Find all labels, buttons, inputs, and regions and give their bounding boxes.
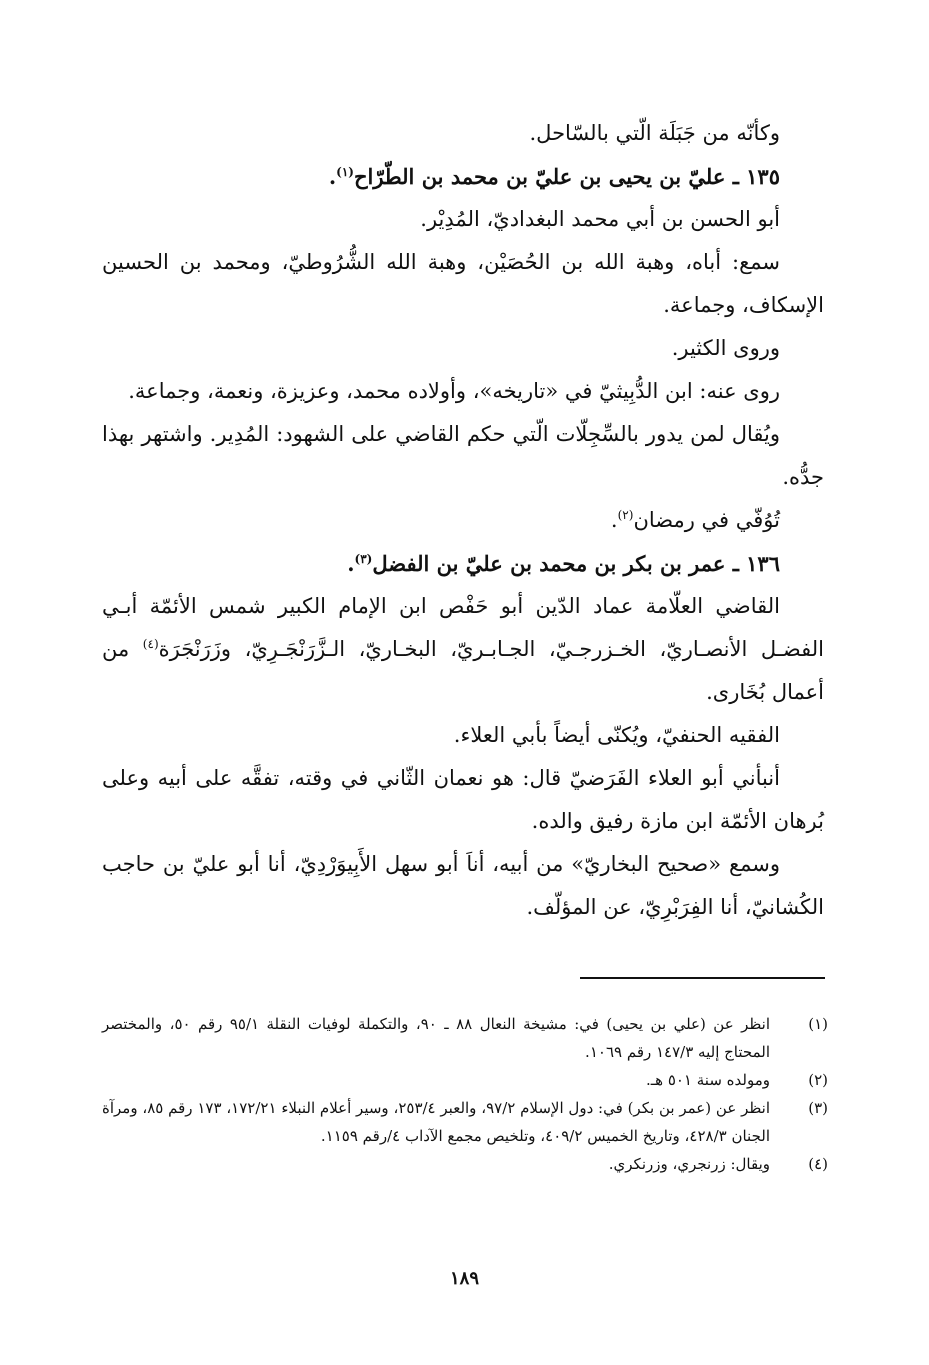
footnote-text: ومولده سنة ٥٠١ هـ. — [645, 1071, 770, 1089]
page-number: ١٨٩ — [449, 1268, 479, 1289]
paragraph-text: من أعمال بُخَارى. — [102, 637, 824, 704]
footnote — [102, 1066, 828, 1094]
paragraph: وسمع «صحيح البخاريّ» من أبيه، أناَ أبو سهل الأَبِيوَرْدِيّ، أنا أبو عليّ بن حاجب الكُشانيّ، أنا الفِرَبْرِيّ، عن المؤلّف. — [102, 852, 824, 919]
entry-heading-text: ١٣٦ ـ عمر بن بكر بن محمد بن عليّ بن الفضل — [372, 551, 780, 576]
punctuation: . — [347, 551, 355, 576]
footnote-number: (١) — [808, 1015, 828, 1033]
paragraph: ويُقال لمن يدور بالسِّجِلّات الّتي حكم القاضي على الشهود: المُدِير. واشتهر بهذا جدُّه. — [102, 422, 824, 489]
footnote — [102, 1010, 828, 1066]
footnote-text: انظر عن (عمر بن بكر) في: دول الإسلام ٩٧/٢، والعبر ٢٥٣/٤، وسير أعلام النبلاء ١٧٢/٢١، ١٧٣ رقم ٨٥، ومرآة الجنان ٤٢٨/٣، وتاريخ الخميس ٤٠٩/٢، وتلخيص مجمع الآداب ٤/رقم ١١٥٩. — [102, 1099, 770, 1145]
punctuation: . — [610, 508, 618, 532]
footnote-text: انظر عن (علي بن يحيى) في: مشيخة النعال ٨٨ ـ ٩٠، والتكملة لوفيات النقلة ٩٥/١ رقم ٥٠، والمختصر المحتاج إليه ١٤٧/٣ رقم ١٠٦٩. — [102, 1015, 771, 1061]
footnote-number: (٣) — [808, 1099, 828, 1117]
paragraph: وكأنّه من جَبَلَة الّتي بالسّاحل. — [529, 121, 780, 145]
paragraph: سمع: أباه، وهبة الله بن الحُصَيْن، وهبة الله الشُّرُوطيّ، ومحمد بن الحسين الإسكاف، وجماعة. — [102, 250, 824, 317]
punctuation: . — [328, 164, 337, 189]
footnote — [102, 1094, 828, 1150]
footnote-ref: (٣) — [354, 552, 373, 566]
paragraph — [102, 585, 824, 714]
footnote-number: (٤) — [808, 1155, 828, 1173]
footnote-ref: (٤) — [142, 637, 159, 651]
footnote — [102, 1150, 828, 1178]
death-note-paragraph — [102, 499, 824, 542]
footnote-ref: (١) — [336, 165, 354, 179]
footnote-number: (٢) — [808, 1071, 828, 1089]
paragraph: أنبأني أبو العلاء الفَرَضيّ قال: هو نعمان الثّاني في وقته، تفقَّه على أبيه وعلى بُرهان الأئمّة ابن مازة رفيق والده. — [102, 766, 824, 833]
footnote-separator — [580, 977, 825, 979]
entry-heading-135 — [102, 155, 824, 198]
footnotes-block — [102, 1010, 828, 1178]
paragraph-text: تُوُفّي في رمضان — [633, 508, 780, 532]
main-text-block — [102, 112, 824, 929]
paragraph: أبو الحسن بن أبي محمد البغداديّ، المُدِيْر. — [420, 207, 780, 231]
paragraph-text: القاضي العلّامة عماد الدّين أبو حَفْص ابن الإمام الكبير شمس الأئمّة أبـي الفضـل الأنصـاريّ، الخـزرجـيّ، الجـابـريّ، البخـاريّ، الـزَّرَنْجَـرِيّ، وزَرَنْجَرَة — [102, 594, 824, 661]
paragraph: الفقيه الحنفيّ، ويُكنّى أيضاً بأبي العلاء. — [453, 723, 780, 747]
entry-heading-text: ١٣٥ ـ عليّ بن يحيى بن عليّ بن محمد بن الطّرّاح — [353, 164, 780, 189]
footnote-text: ويقال: زرنجري، وزرنكري. — [608, 1155, 770, 1173]
paragraph: روى عنه: ابن الدُّبِيثيّ في «تاريخه»، وأولاده محمد، وعزيزة، ونعمة، وجماعة. — [128, 379, 780, 403]
paragraph: وروى الكثير. — [671, 336, 780, 360]
entry-heading-136 — [102, 542, 824, 585]
footnote-ref: (٢) — [617, 508, 634, 522]
